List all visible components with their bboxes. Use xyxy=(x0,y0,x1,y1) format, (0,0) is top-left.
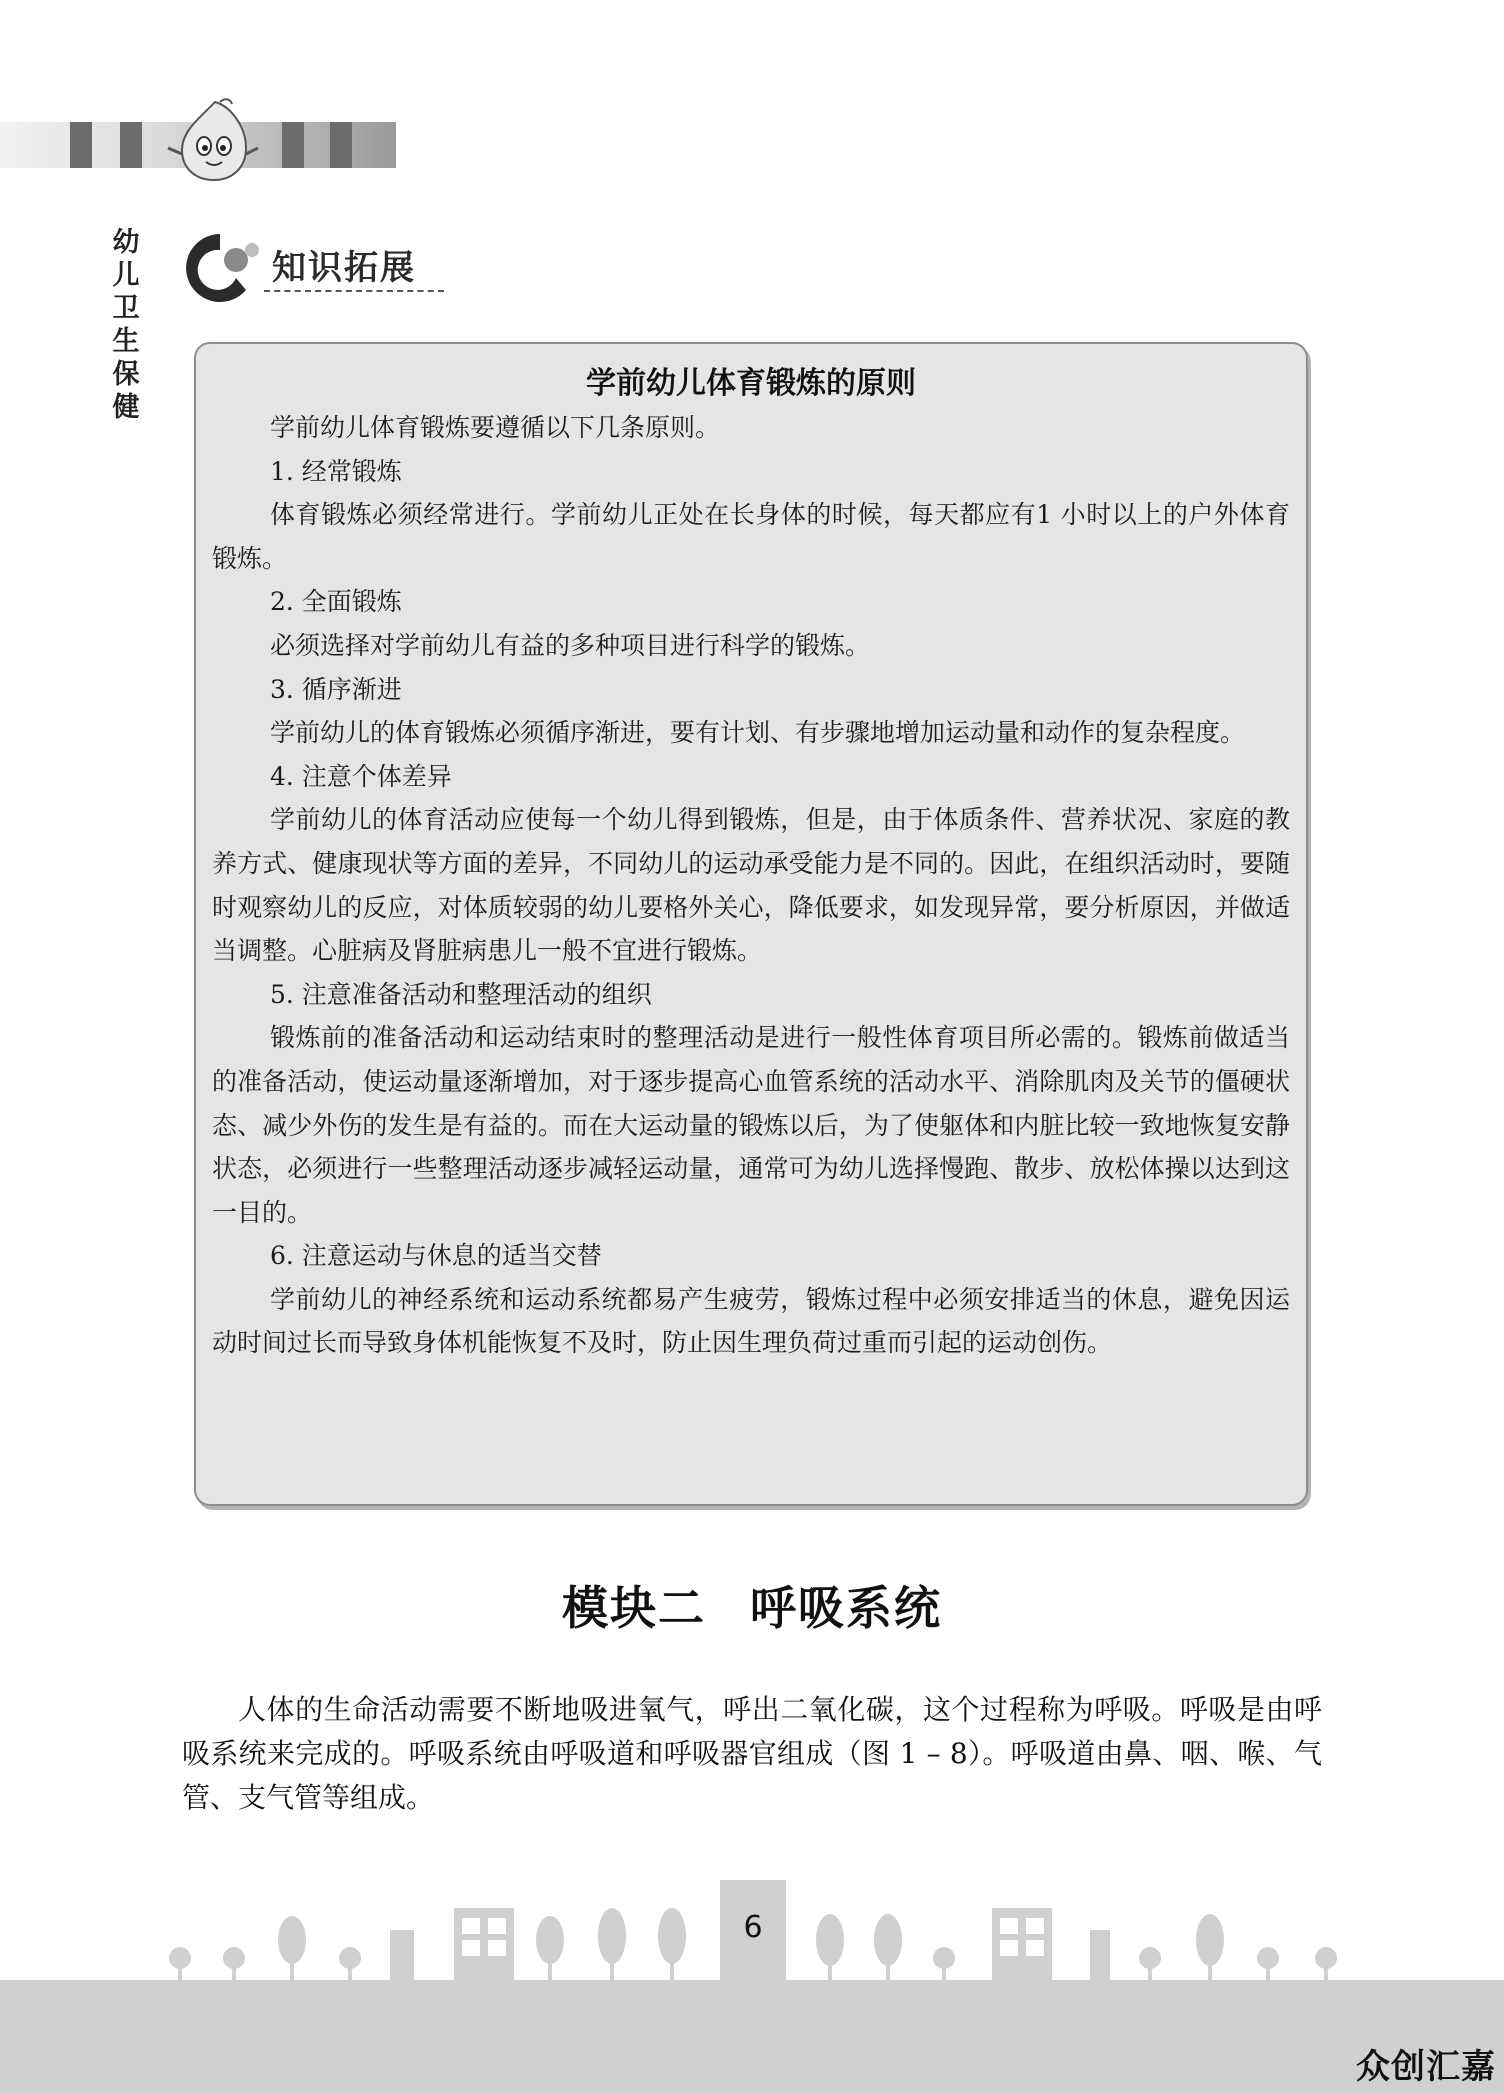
watermark: 众创汇嘉 xyxy=(1356,2047,1496,2087)
box-paragraph: 体育锻炼必须经常进行。学前幼儿正处在长身体的时候，每天都应有1 小时以上的户外体育锻炼。 xyxy=(212,500,1290,573)
box-subheading: 1. 经常锻炼 xyxy=(270,456,402,486)
box-subheading: 3. 循序渐进 xyxy=(270,674,402,704)
water-drop-mascot-icon xyxy=(160,96,264,186)
module-title-number: 模块二 xyxy=(562,1581,706,1635)
band-stripe xyxy=(70,122,92,168)
heading-dashed-line xyxy=(264,290,444,292)
box-paragraph: 学前幼儿的体育锻炼必须循序渐进，要有计划、有步骤地增加运动量和动作的复杂程度。 xyxy=(270,718,1246,748)
footer-band xyxy=(0,1980,1504,2094)
page-number: 6 xyxy=(743,1910,763,1945)
running-title: 幼儿卫生保健 xyxy=(112,227,140,423)
box-subheading: 6. 注意运动与休息的适当交替 xyxy=(270,1241,602,1271)
box-paragraph: 学前幼儿体育锻炼要遵循以下几条原则。 xyxy=(270,413,721,442)
box-subheading: 4. 注意个体差异 xyxy=(270,761,452,791)
band-stripe xyxy=(120,122,142,168)
module-title-name: 呼吸系统 xyxy=(750,1581,942,1635)
module-title xyxy=(0,1572,1504,1638)
knowledge-box xyxy=(194,342,1308,1506)
box-subheading: 5. 注意准备活动和整理活动的组织 xyxy=(270,979,652,1009)
box-paragraph: 必须选择对学前幼儿有益的多种项目进行科学的锻炼。 xyxy=(270,630,871,660)
section-heading-text: 知识拓展 xyxy=(272,248,416,288)
band-stripe xyxy=(330,122,352,168)
band-stripe xyxy=(282,122,304,168)
section-logo-icon xyxy=(180,228,266,308)
box-subheading: 2. 全面锻炼 xyxy=(270,587,402,617)
box-title: 学前幼儿体育锻炼的原则 xyxy=(586,366,916,401)
box-paragraph: 学前幼儿的体育活动应使每一个幼儿得到锻炼，但是，由于体质条件、营养状况、家庭的教养方式、健康现状等方面的差异，不同幼儿的运动承受能力是不同的。因此，在组织活动时，要随时观察幼儿的反应，对体质较弱的幼儿要格外关心，降低要求，如发现异常，要分析原因，并做适当调整。心脏病及肾脏病患儿一般不宜进行锻炼。 xyxy=(212,805,1290,966)
section-heading xyxy=(180,228,450,312)
box-paragraph: 学前幼儿的神经系统和运动系统都易产生疲劳，锻炼过程中必须安排适当的休息，避免因运动时间过长而导致身体机能恢复不及时，防止因生理负荷过重而引起的运动创伤。 xyxy=(212,1284,1290,1358)
box-paragraph: 锻炼前的准备活动和运动结束时的整理活动是进行一般性体育项目所必需的。锻炼前做适当的准备活动，使运动量逐渐增加，对于逐步提高心血管系统的活动水平、消除肌肉及关节的僵硬状态、减少外伤的发生是有益的。而在大运动量的锻炼以后，为了使躯体和内脏比较一致地恢复安静状态，必须进行一些整理活动逐步减轻运动量，通常可为幼儿选择慢跑、散步、放松体操以达到这一目的。 xyxy=(212,1023,1290,1227)
module-paragraph: 人体的生命活动需要不断地吸进氧气，呼出二氧化碳，这个过程称为呼吸。呼吸是由呼吸系统来完成的。呼吸系统由呼吸道和呼吸器官组成（图 1 – 8）。呼吸道由鼻、咽、喉、气管、支气管等组成。 xyxy=(182,1693,1322,1814)
